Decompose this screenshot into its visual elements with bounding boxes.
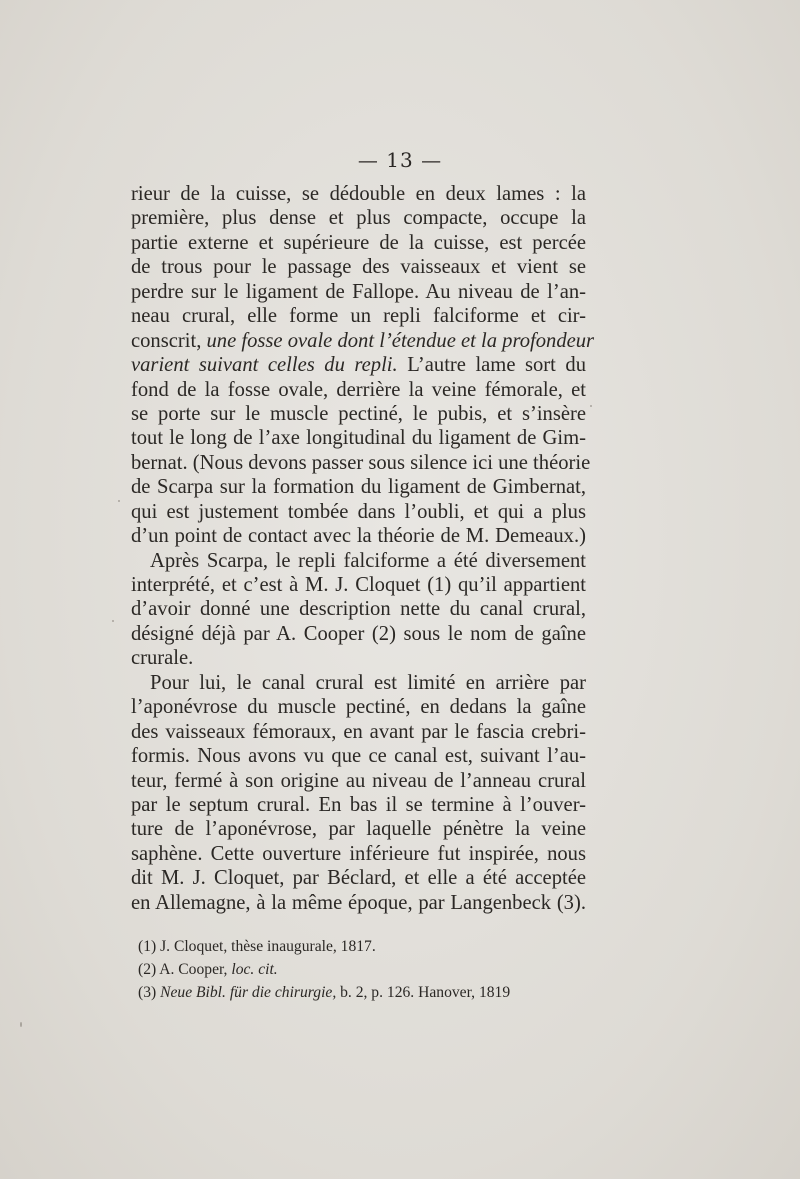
line-text-italic: varient suivant celles du repli. [131,354,398,377]
footnote-text: b. 2, p. 126. Hanover, 1819 [336,984,511,1001]
text-line: saphène. Cette ouverture inférieure fut inspirée, nous [131,842,586,865]
text-line: neau crural, elle forme un repli falciforme et cir- [131,305,586,328]
text-line: des vaisseaux fémoraux, en avant par le fascia crebri- [131,720,586,743]
text-line: de trous pour le passage des vaisseaux et vient se [131,256,586,279]
text-line: teur, fermé à son origine au niveau de l’anneau crural [131,769,586,792]
text-line: partie externe et supérieure de la cuisse, est percée [131,231,586,254]
footnote-text: (3) [138,984,161,1001]
footnote-text: (2) A. Cooper, [138,961,232,978]
text-line: tout le long de l’axe longitudinal du ligament de Gim- [131,427,586,450]
text-line: se porte sur le muscle pectiné, le pubis, et s’insère [131,402,586,425]
text-line: perdre sur le ligament de Fallope. Au niveau de l’an- [131,280,586,303]
footnotes [138,935,588,1004]
body-text [131,182,595,915]
text-line: première, plus dense et plus compacte, occupe la [131,207,586,230]
text-line: d’avoir donné une description nette du canal crural, [131,598,586,621]
text-line: d’un point de contact avec la théorie de M. Demeaux.) [131,525,586,548]
line-text-italic: une fosse ovale dont l’étendue et la profondeur [206,329,595,352]
page-number: — 13 — [357,148,443,172]
text-line: bernat. (Nous devons passer sous silence ici une théorie [131,451,591,474]
text-line: en Allemagne, à la même époque, par Langenbeck (3). [131,891,586,914]
text-line: rieur de la cuisse, se dédouble en deux lames : la [131,183,586,205]
footnote [138,935,588,958]
line-text-regular: conscrit, [131,329,207,352]
paper-speck [118,500,120,502]
text-line: formis. Nous avons vu que ce canal est, suivant l’au- [131,745,586,768]
paper-speck [20,1022,22,1027]
paper-speck [590,405,592,407]
text-line: par le septum crural. En bas il se termine à l’ouver- [131,793,586,816]
text-line: ture de l’aponévrose, par laquelle pénètre la veine [131,818,586,841]
text-line: désigné déjà par A. Cooper (2) sous le nom de gaîne [131,622,586,645]
text-line: crurale. [131,647,194,670]
paper-speck [112,620,114,622]
footnote [138,981,588,1004]
text-line: l’aponévrose du muscle pectiné, en dedans la gaîne [131,696,586,719]
line-text-regular: L’autre lame sort du [397,354,586,377]
text-line: de Scarpa sur la formation du ligament de Gimbernat, [131,476,586,499]
text-line: Pour lui, le canal crural est limité en arrière par [150,671,586,694]
text-line [131,353,586,377]
footnote-text: (1) J. Cloquet, thèse inaugurale, 1817. [138,938,376,955]
text-line: interprété, et c’est à M. J. Cloquet (1) qu’il appartient [131,574,586,596]
footnote [138,958,588,981]
text-line [131,329,595,353]
text-line: dit M. J. Cloquet, par Béclard, et elle a été acceptée [131,867,586,890]
text-line: fond de la fosse ovale, derrière la veine fémorale, et [131,378,586,401]
text-line: qui est justement tombée dans l’oubli, et qui a plus [131,500,586,523]
footnote-italic: loc. cit. [231,961,278,978]
footnote-italic: Neue Bibl. für die chirurgie, [160,984,337,1001]
text-line: Après Scarpa, le repli falciforme a été diversement [150,549,586,572]
